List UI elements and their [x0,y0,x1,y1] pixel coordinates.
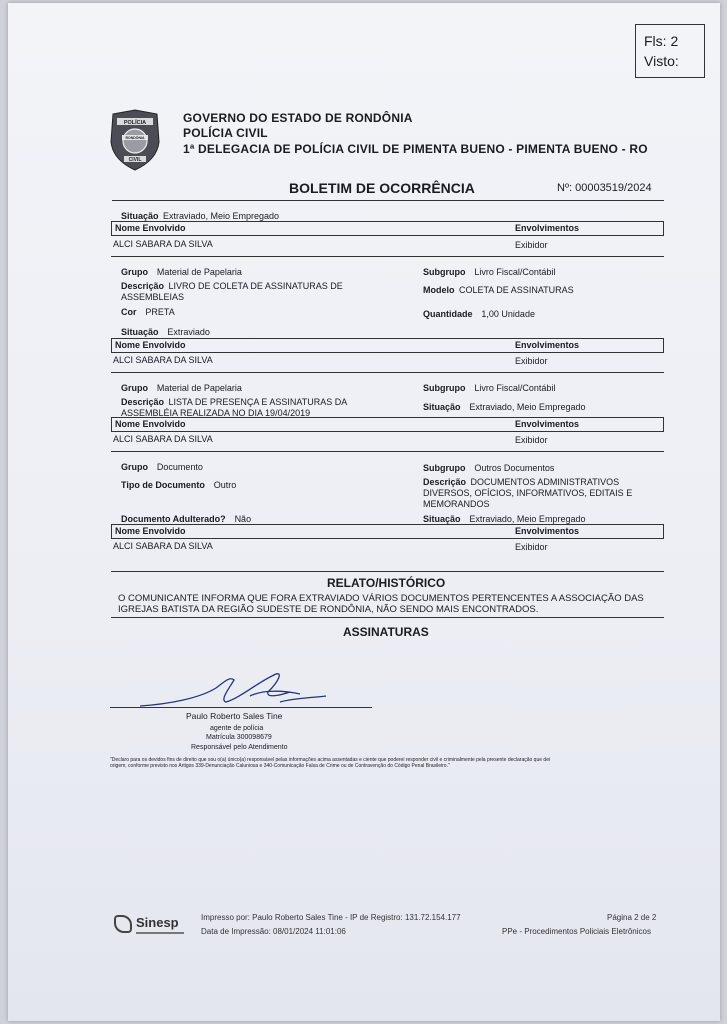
descricao-label: Descrição [423,477,467,487]
situacao-value: Extraviado, Meio Empregado [162,211,280,221]
situacao-value: Extraviado, Meio Empregado [469,402,586,412]
descricao-line2: ASSEMBLÉIA REALIZADA NO DIA 19/04/2019 [121,408,311,418]
modelo-label: Modelo [423,285,455,295]
item1-descricao [121,280,391,302]
quantidade-label: Quantidade [423,309,473,319]
item3-grupo [121,457,203,475]
signer-responsavel: Responsável pelo Atendimento [191,744,288,751]
sinesp-logo-icon [114,915,132,933]
assinaturas-title: ASSINATURAS [343,625,429,639]
descricao-line1: LISTA DE PRESENÇA E ASSINATURAS DA [168,397,348,407]
header-police: POLÍCIA CIVIL [183,126,268,140]
relato-text [118,593,644,615]
envolvido-header-row [111,417,664,432]
sinesp-logo-rule [136,932,184,934]
item2-situacao [423,397,585,415]
signer-cargo: agente de polícia [210,725,264,732]
police-badge-icon [109,108,161,172]
signer-name: Paulo Roberto Sales Tine [186,711,283,721]
folio-box [635,24,705,78]
divider [111,571,664,572]
subgrupo-value: Outros Documentos [474,463,555,473]
envolvimentos-label: Envolvimentos [515,223,580,233]
situacao-label: Situação [423,514,461,524]
grupo-value: Material de Papelaria [156,267,242,277]
divider [111,372,664,373]
descricao-line2: ASSEMBLEIAS [121,292,185,302]
footer-sistema: PPe - Procedimentos Policiais Eletrônicos [502,927,651,936]
fls-value: 2 [670,33,679,49]
envolvido-header-row [111,524,664,539]
item2-subgrupo [423,378,555,396]
nome-envolvido-label: Nome Envolvido [115,526,186,536]
item1-modelo [423,280,574,298]
tipo-documento-label: Tipo de Documento [121,480,205,490]
descricao-line1: LIVRO DE COLETA DE ASSINATURAS DE [168,281,343,291]
item2-grupo [121,378,242,396]
badge-mid-text: RONDÔNIA [125,136,145,140]
quantidade-value: 1,00 Unidade [481,309,535,319]
badge-top-text: POLÍCIA [123,120,147,126]
signer-matricula: Matrícula 300098679 [206,734,272,741]
modelo-value: COLETA DE ASSINATURAS [458,285,574,295]
divider [111,256,664,257]
item3-subgrupo [423,458,554,476]
relato-title: RELATO/HISTÓRICO [327,576,446,590]
declaracao-line2: origem, conforme previsto nos Artigos 339-Denunciação Caluniosa e 340-Comunicação Falsa de Crime ou de Contravenção do Código Penal Brasileiro." [110,763,450,769]
visto-label: Visto: [644,53,679,69]
adulterado-label: Documento Adulterado? [121,514,226,524]
divider [111,451,664,452]
envolvimentos-label: Envolvimentos [515,340,580,350]
grupo-value: Documento [156,462,203,472]
subgrupo-value: Livro Fiscal/Contábil [474,267,556,277]
subgrupo-label: Subgrupo [423,267,466,277]
situacao-value: Extraviado [167,327,210,337]
nome-envolvido-label: Nome Envolvido [115,223,186,233]
envolvido-role: Exibidor [515,435,548,445]
cor-value: PRETA [145,307,175,317]
situacao-value: Extraviado, Meio Empregado [469,514,586,524]
envolvido-name: ALCI SABARA DA SILVA [113,541,213,551]
item1-grupo [121,262,242,280]
situacao-label: Situação [121,327,159,337]
relato-line1: O COMUNICANTE INFORMA QUE FORA EXTRAVIADO VÁRIOS DOCUMENTOS PERTENCENTES A ASSOCIAÇÃO DAS [118,593,644,604]
item3-descricao [423,476,663,509]
descricao-line2: DIVERSOS, OFÍCIOS, INFORMATIVOS, EDITAIS E [423,488,633,498]
header-government: GOVERNO DO ESTADO DE RONDÔNIA [183,111,413,125]
item1-quantidade [423,304,535,322]
number-value: 00003519/2024 [575,182,652,194]
descricao-label: Descrição [121,397,165,407]
envolvimentos-label: Envolvimentos [515,526,580,536]
nome-envolvido-label: Nome Envolvido [115,419,186,429]
signature-line [110,707,372,708]
cor-label: Cor [121,307,137,317]
number-label: Nº: [557,182,573,194]
divider [112,200,664,201]
subgrupo-value: Livro Fiscal/Contábil [474,383,556,393]
envolvido-name: ALCI SABARA DA SILVA [113,355,213,365]
footer-impresso: Impresso por: Paulo Roberto Sales Tine - IP de Registro: 131.72.154.177 [201,913,461,922]
sinesp-logo-text: Sinesp [136,915,179,930]
item1-subgrupo [423,262,555,280]
envolvimentos-label: Envolvimentos [515,419,580,429]
divider [111,617,664,618]
grupo-label: Grupo [121,267,148,277]
situacao-label: Situação [423,402,461,412]
envolvido-name: ALCI SABARA DA SILVA [113,239,213,249]
envolvido-header-row [111,221,664,236]
item2-descricao [121,396,401,418]
header-delegacia: 1ª DELEGACIA DE POLÍCIA CIVIL DE PIMENTA BUENO - PIMENTA BUENO - RO [183,142,648,156]
sinesp-logo [114,913,188,937]
adulterado-value: Não [234,514,252,524]
relato-line2: IGREJAS BATISTA DA REGIÃO SUDESTE DE RONDÔNIA, NÃO SENDO MAIS ENCONTRADOS. [118,604,539,615]
descricao-line1: DOCUMENTOS ADMINISTRATIVOS [470,477,620,487]
declaracao [110,757,670,769]
fls-label: Fls: [644,33,667,49]
document-title: BOLETIM DE OCORRÊNCIA [289,180,475,196]
subgrupo-label: Subgrupo [423,383,466,393]
descricao-line3: MEMORANDOS [423,499,490,509]
envolvido-name: ALCI SABARA DA SILVA [113,434,213,444]
signature-image [130,668,350,712]
declaracao-line1: "Declaro para os devidos fins de direito que sou o(a) único(a) responsável pelas informações acima assentadas e ciente que poderei responder civil e criminalmente pela presente declaração que dei [110,757,551,763]
envolvido-role: Exibidor [515,240,548,250]
grupo-value: Material de Papelaria [156,383,242,393]
envolvido-header-row [111,338,664,353]
descricao-label: Descrição [121,281,165,291]
item3-tipo [121,475,236,493]
footer-pagina: Página 2 de 2 [607,913,657,922]
envolvido-role: Exibidor [515,542,548,552]
item1-cor [121,302,175,320]
tipo-documento-value: Outro [213,480,237,490]
subgrupo-label: Subgrupo [423,463,466,473]
grupo-label: Grupo [121,383,148,393]
nome-envolvido-label: Nome Envolvido [115,340,186,350]
badge-bottom-text: CIVIL [128,157,142,163]
grupo-label: Grupo [121,462,148,472]
situacao-label: Situação [121,211,159,221]
envolvido-role: Exibidor [515,356,548,366]
document-number [557,182,652,194]
footer-data: Data de Impressão: 08/01/2024 11:01:06 [201,927,346,936]
